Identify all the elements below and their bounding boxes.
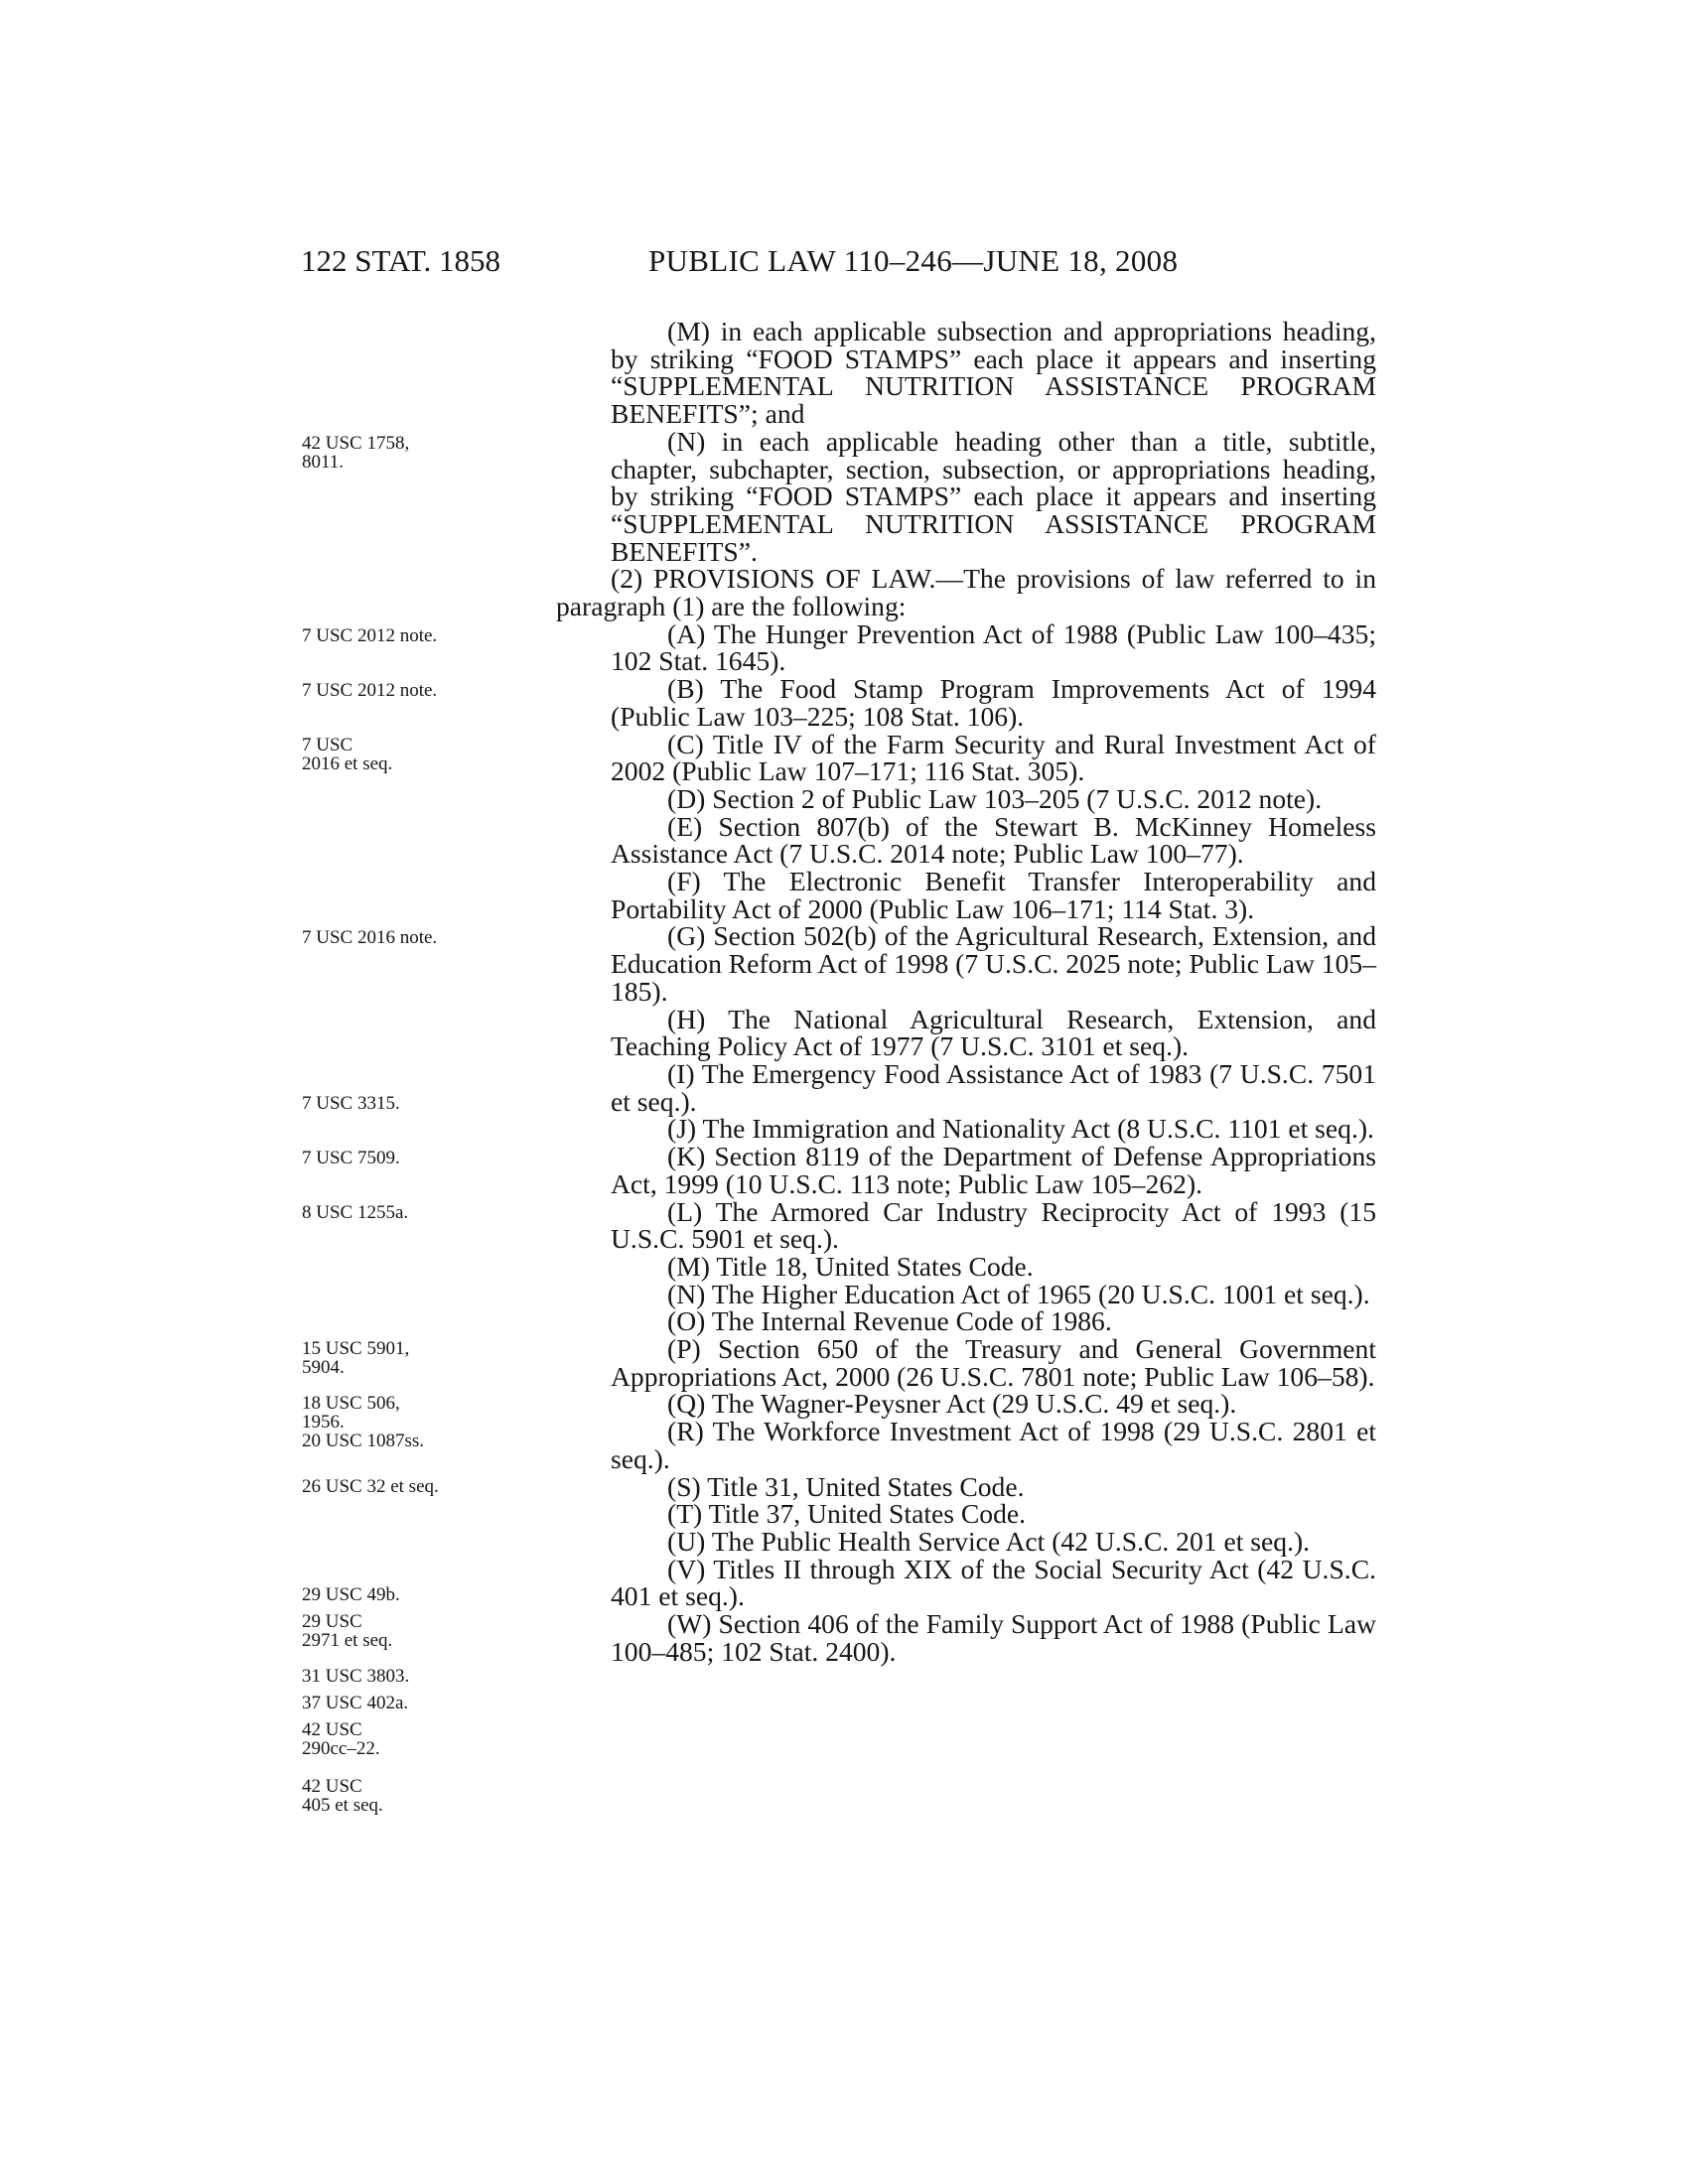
amendment-item-m: (M) in each applicable subsection and appropriations heading, by striking “FOOD STAMPS” each place it appears and inserting “SUPPLEMENTAL NUTRITION ASSISTANCE PROGRAM BENEFITS”; and — [611, 316, 1376, 430]
provisions-heading: (2) PROVISIONS OF LAW.— — [611, 563, 964, 595]
law-list-item: (I) The Emergency Food Assistance Act of 1983 (7 U.S.C. 7501 et seq.). — [611, 1057, 1376, 1117]
law-list-item: (A) The Hunger Prevention Act of 1988 (Public Law 100–435; 102 Stat. 1645). — [611, 617, 1376, 677]
law-list-item: (B) The Food Stamp Program Improvements Act of 1994 (Public Law 103–225; 108 Stat. 106). — [611, 673, 1376, 732]
margin-note: 31 USC 3803. — [302, 1666, 410, 1687]
margin-note: 7 USC 2012 note. — [302, 680, 438, 701]
law-list-item: (N) The Higher Education Act of 1965 (20 U.S.C. 1001 et seq.). — [667, 1278, 1370, 1309]
margin-note: 7 USC 2012 note. — [302, 625, 438, 646]
law-list-item: (V) Titles II through XIX of the Social Security Act (42 U.S.C. 401 et seq.). — [611, 1553, 1376, 1612]
margin-note: 7 USC 2016 note. — [302, 927, 438, 948]
law-list-item: (K) Section 8119 of the Department of Defense Appropriations Act, 1999 (10 U.S.C. 113 note; Public Law 105–262). — [611, 1141, 1376, 1199]
margin-note: 7 USC 2016 et seq. — [302, 735, 393, 774]
law-list-item: (M) Title 18, United States Code. — [667, 1250, 1034, 1282]
law-list-item: (L) The Armored Car Industry Reciprocity Act of 1993 (15 U.S.C. 5901 et seq.). — [611, 1195, 1376, 1255]
law-list-item: (R) The Workforce Investment Act of 1998 (29 U.S.C. 2801 et seq.). — [611, 1416, 1376, 1474]
page-header — [0, 243, 1688, 293]
margin-note: 7 USC 7509. — [302, 1148, 400, 1168]
margin-note: 8 USC 1255a. — [302, 1202, 409, 1223]
margin-note: 29 USC 49b. — [302, 1584, 400, 1605]
margin-note: 42 USC 405 et seq. — [302, 1776, 383, 1816]
margin-note: 18 USC 506, 1956. 20 USC 1087ss. — [302, 1393, 424, 1451]
margin-note: 29 USC 2971 et seq. — [302, 1611, 393, 1651]
law-list-item: (E) Section 807(b) of the Stewart B. McKinney Homeless Assistance Act (7 U.S.C. 2014 note; Public Law 100–77). — [611, 810, 1376, 870]
law-list-item: (H) The National Agricultural Research, Extension, and Teaching Policy Act of 1977 (7 U.S.C. 3101 et seq.). — [611, 1003, 1376, 1062]
law-list-item: (P) Section 650 of the Treasury and General Government Appropriations Act, 2000 (26 U.S.C. 7801 note; Public Law 106–58). — [611, 1333, 1376, 1392]
margin-note: 15 USC 5901, 5904. — [302, 1338, 410, 1378]
law-list-item: (S) Title 31, United States Code. — [667, 1470, 1025, 1502]
law-list-item: (J) The Immigration and Nationality Act (8 U.S.C. 1101 et seq.). — [667, 1113, 1374, 1145]
margin-note: 37 USC 402a. — [302, 1693, 409, 1713]
margin-note: 26 USC 32 et seq. — [302, 1476, 439, 1497]
law-list-item: (F) The Electronic Benefit Transfer Interoperability and Portability Act of 2000 (Public Law 106–171; 114 Stat. 3). — [611, 866, 1376, 924]
law-list-item: (U) The Public Health Service Act (42 U.S.C. 201 et seq.). — [667, 1525, 1311, 1557]
public-law-title: PUBLIC LAW 110–246—JUNE 18, 2008 — [648, 243, 1179, 278]
law-list-item: (Q) The Wagner-Peysner Act (29 U.S.C. 49 et seq.). — [667, 1388, 1237, 1420]
body-text — [556, 318, 1376, 1665]
law-list-item: (C) Title IV of the Farm Security and Rural Investment Act of 2002 (Public Law 107–171; 116 Stat. 305). — [611, 728, 1376, 787]
amendment-item-n: (N) in each applicable heading other than a title, subtitle, chapter, subchapter, section, subsection, or appropriations heading, by striking “FOOD STAMPS” each place it appears and inserting “SUPPLEMENTAL NUTRITION ASSISTANCE PROGRAM BENEFITS”. — [611, 425, 1376, 567]
law-list-item: (G) Section 502(b) of the Agricultural Research, Extension, and Education Reform Act of 1998 (7 U.S.C. 2025 note; Public Law 105–185). — [611, 920, 1376, 1007]
stat-reference: 122 STAT. 1858 — [301, 243, 501, 278]
margin-note: 7 USC 3315. — [302, 1093, 400, 1114]
provisions-of-law-paragraph — [556, 563, 1376, 622]
margin-note: 42 USC 1758, 8011. — [302, 433, 410, 473]
provisions-text: The provisions of law referred to in paragraph (1) are the following: — [556, 563, 1376, 622]
law-list-item: (T) Title 37, United States Code. — [667, 1498, 1027, 1530]
law-list-item: (W) Section 406 of the Family Support Act of 1988 (Public Law 100–485; 102 Stat. 2400). — [611, 1608, 1376, 1667]
law-list-item: (O) The Internal Revenue Code of 1986. — [667, 1305, 1112, 1337]
margin-note: 42 USC 290cc–22. — [302, 1719, 380, 1759]
law-list-item: (D) Section 2 of Public Law 103–205 (7 U.S.C. 2012 note). — [667, 782, 1323, 814]
